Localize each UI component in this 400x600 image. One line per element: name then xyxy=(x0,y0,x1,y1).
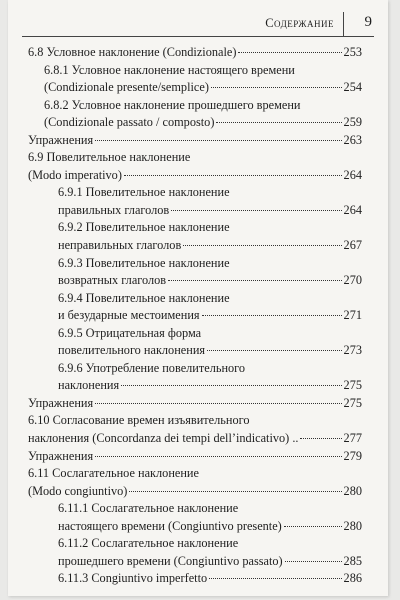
toc-entry-title: 6.9.5 Отрицательная форма xyxy=(58,325,202,340)
toc-entry xyxy=(28,465,362,500)
toc-entry xyxy=(28,290,362,325)
toc-entry-title: настоящего времени (Congiuntivo presente) xyxy=(58,518,282,533)
toc-line xyxy=(28,272,362,290)
toc-entry xyxy=(28,184,362,219)
toc-line xyxy=(28,237,362,255)
toc-entry-title: (Modo congiuntivo) xyxy=(28,483,128,498)
toc-entry xyxy=(28,570,362,588)
toc-entry xyxy=(28,97,362,132)
toc-line xyxy=(28,167,362,185)
toc-line xyxy=(28,342,362,360)
toc-entry xyxy=(28,448,362,466)
toc-line xyxy=(28,149,362,167)
toc-entry xyxy=(28,62,362,97)
toc-entry-title: (Condizionale passato / composto) xyxy=(44,115,215,130)
toc-entry-title: Упражнения xyxy=(28,132,94,147)
toc-page-number: 280 xyxy=(343,518,362,533)
toc-line xyxy=(28,307,362,325)
toc-entry-title: 6.11.2 Сослагательное наклонение xyxy=(58,536,239,551)
toc-line xyxy=(28,62,362,80)
toc-entry-title: неправильных глаголов xyxy=(58,238,182,253)
toc-entry xyxy=(28,395,362,413)
toc-entry-title: 6.11.3 Congiuntivo imperfetto xyxy=(58,571,208,586)
toc-entry-title: 6.9 Повелительное наклонение xyxy=(28,150,191,165)
toc-page-number: 273 xyxy=(343,343,362,358)
toc-entry-title: 6.11.1 Сослагательное наклонение xyxy=(58,501,239,516)
toc-line xyxy=(28,97,362,115)
dot-leader xyxy=(95,455,341,457)
toc-line xyxy=(28,465,362,483)
toc-line xyxy=(28,395,362,413)
toc-entry-title: 6.11 Сослагательное наклонение xyxy=(28,466,199,481)
dot-leader xyxy=(209,577,341,579)
toc-line xyxy=(28,553,362,571)
dot-leader xyxy=(238,51,341,53)
toc-line xyxy=(28,219,362,237)
toc-entry-title: 6.9.3 Повелительное наклонение xyxy=(58,255,230,270)
toc-line xyxy=(28,570,362,588)
toc-line xyxy=(28,360,362,378)
toc-page-number: 275 xyxy=(343,378,362,393)
dot-leader xyxy=(95,139,341,141)
dot-leader xyxy=(207,349,341,351)
toc-entry xyxy=(28,132,362,150)
toc-line xyxy=(28,518,362,536)
toc-line xyxy=(28,184,362,202)
toc-entry-title: (Condizionale presente/semplice) xyxy=(44,80,209,95)
toc-line xyxy=(28,430,362,448)
toc-entry-title: и безударные местоимения xyxy=(58,308,200,323)
toc-entry-title: (Modo imperativo) xyxy=(28,167,122,182)
toc-entry-title: повелительного наклонения xyxy=(58,343,206,358)
toc-entry xyxy=(28,219,362,254)
toc-page-number: 280 xyxy=(343,483,362,498)
dot-leader xyxy=(168,279,341,281)
toc-line xyxy=(28,202,362,220)
dot-leader xyxy=(183,244,341,246)
toc-page-number: 267 xyxy=(343,238,362,253)
toc-entry xyxy=(28,360,362,395)
table-of-contents xyxy=(28,44,362,588)
toc-entry-title: 6.9.1 Повелительное наклонение xyxy=(58,185,230,200)
toc-entry xyxy=(28,535,362,570)
dot-leader xyxy=(285,560,342,562)
dot-leader xyxy=(129,490,341,492)
dot-leader xyxy=(95,402,341,404)
toc-page-number: 279 xyxy=(343,448,362,463)
toc-line xyxy=(28,114,362,132)
book-page xyxy=(8,0,388,596)
toc-entry-title: 6.9.6 Употребление повелительного xyxy=(58,360,246,375)
toc-page-number: 275 xyxy=(343,395,362,410)
toc-line xyxy=(28,483,362,501)
toc-entry-title: 6.8 Условное наклонение (Condizionale) xyxy=(28,45,237,59)
toc-entry-title: 6.8.2 Условное наклонение прошедшего времени xyxy=(44,97,301,112)
toc-entry-title: Упражнения xyxy=(28,448,94,463)
toc-page-number: 270 xyxy=(343,273,362,288)
toc-entry xyxy=(28,412,362,447)
toc-line xyxy=(28,535,362,553)
toc-line xyxy=(28,79,362,97)
toc-page-number: 285 xyxy=(343,553,362,568)
toc-line xyxy=(28,377,362,395)
toc-entry-title: Упражнения xyxy=(28,395,94,410)
toc-page-number: 264 xyxy=(343,167,362,182)
toc-line xyxy=(28,412,362,430)
dot-leader xyxy=(284,525,342,527)
toc-entry xyxy=(28,325,362,360)
toc-entry-title: прошедшего времени (Congiuntivo passato) xyxy=(58,553,283,568)
toc-page-number: 254 xyxy=(343,80,362,95)
toc-entry-title: возвратных глаголов xyxy=(58,273,167,288)
dot-leader xyxy=(202,314,342,316)
toc-page-number: 271 xyxy=(343,308,362,323)
toc-line xyxy=(28,448,362,466)
toc-page-number: 286 xyxy=(343,571,362,586)
page-number: 9 xyxy=(364,14,372,30)
toc-line xyxy=(28,255,362,273)
toc-page-number: 253 xyxy=(343,45,362,59)
dot-leader xyxy=(211,86,342,88)
running-header xyxy=(22,12,374,37)
toc-line xyxy=(28,44,362,62)
toc-entry xyxy=(28,500,362,535)
dot-leader xyxy=(300,437,341,439)
toc-line xyxy=(28,325,362,343)
toc-entry-title: правильных глаголов xyxy=(58,202,170,217)
dot-leader xyxy=(171,209,341,211)
toc-entry xyxy=(28,149,362,184)
toc-page-number: 259 xyxy=(343,115,362,130)
toc-entry-title: 6.9.4 Повелительное наклонение xyxy=(58,290,230,305)
dot-leader xyxy=(121,384,341,386)
toc-page-number: 263 xyxy=(343,132,362,147)
toc-line xyxy=(28,290,362,308)
toc-page-number: 277 xyxy=(343,431,362,446)
toc-entry-title: наклонения (Concordanza dei tempi dell’indicativo) .. xyxy=(28,431,299,446)
header-divider xyxy=(343,12,344,36)
header-title: Содержание xyxy=(265,16,334,30)
toc-entry-title: 6.10 Согласование времен изъявительного xyxy=(28,413,250,428)
toc-line xyxy=(28,500,362,518)
toc-line xyxy=(28,132,362,150)
toc-entry xyxy=(28,255,362,290)
toc-entry-title: 6.9.2 Повелительное наклонение xyxy=(58,220,230,235)
dot-leader xyxy=(216,121,341,123)
toc-page-number: 264 xyxy=(343,202,362,217)
toc-entry-title: 6.8.1 Условное наклонение настоящего времени xyxy=(44,62,295,77)
toc-entry xyxy=(28,44,362,62)
toc-entry-title: наклонения xyxy=(58,378,120,393)
dot-leader xyxy=(124,174,342,176)
